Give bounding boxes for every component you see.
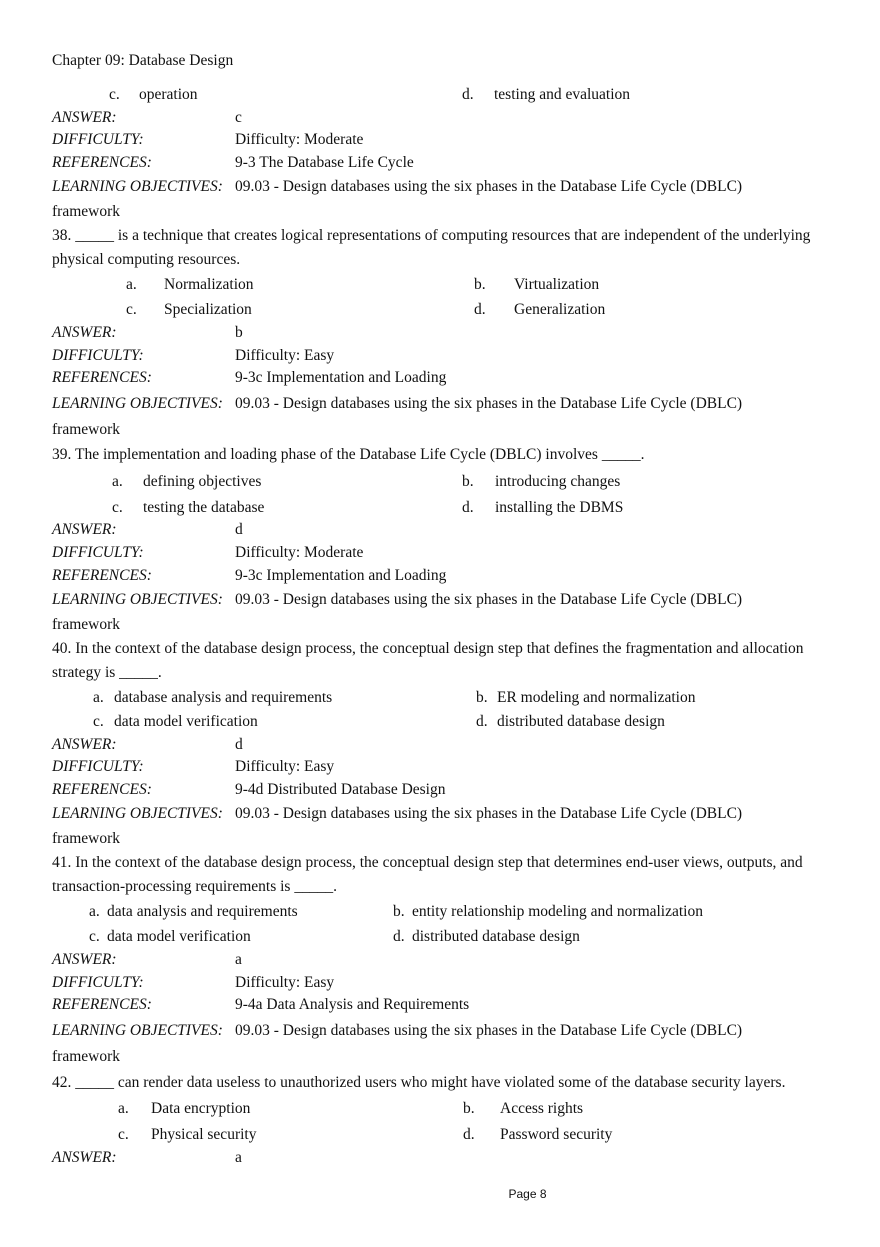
q40-answer: d (235, 736, 243, 753)
q37-objectives-label: LEARNING OBJECTIVES: (52, 178, 223, 195)
q41-question: 41. In the context of the database design process, the conceptual design step that determines end-user views, outputs, and transaction-processing requirements is _____. (52, 854, 803, 895)
q38-option-a: a. Normalization (126, 276, 254, 293)
q39-option-d: d. installing the DBMS (462, 499, 624, 516)
q40-framework: framework (52, 830, 120, 847)
q37-objective: 09.03 - Design databases using the six phases in the Database Life Cycle (DBLC) (235, 178, 743, 195)
q41-option-d: d. distributed database design (393, 928, 580, 945)
q39-references-label: REFERENCES: (52, 567, 152, 584)
q37-difficulty: Difficulty: Moderate (235, 131, 364, 148)
q38-objectives-label: LEARNING OBJECTIVES: (52, 395, 223, 412)
q42-question: 42. _____ can render data useless to unauthorized users who might have violated some of the database security layers. (52, 1074, 786, 1091)
page-footer (0, 1187, 880, 1201)
q39-difficulty: Difficulty: Moderate (235, 544, 364, 561)
q39-option-a: a. defining objectives (112, 473, 262, 490)
q39-objectives-label: LEARNING OBJECTIVES: (52, 591, 223, 608)
q38-option-d: d. Generalization (474, 301, 606, 318)
page-number: Page 8 (508, 1187, 547, 1201)
q42-answer-label: ANSWER: (52, 1149, 117, 1166)
q38-answer-label: ANSWER: (52, 324, 117, 341)
q40-objective: 09.03 - Design databases using the six phases in the Database Life Cycle (DBLC) (235, 805, 743, 822)
q40-objectives-label: LEARNING OBJECTIVES: (52, 805, 223, 822)
q40-answer-label: ANSWER: (52, 736, 117, 753)
q40-option-d: d. distributed database design (476, 713, 665, 730)
q38-objective: 09.03 - Design databases using the six phases in the Database Life Cycle (DBLC) (235, 395, 743, 412)
q37-option-c: c. operation (109, 86, 198, 103)
q42-option-a: a. Data encryption (118, 1100, 251, 1117)
q38-framework: framework (52, 421, 120, 438)
q41-difficulty-label: DIFFICULTY: (52, 974, 144, 991)
q38-question: 38. _____ is a technique that creates logical representations of computing resources that are independent of the underlying physical computing resources. (52, 227, 811, 268)
q40-option-c: c. data model verification (93, 713, 258, 730)
q41-option-a: a. data analysis and requirements (89, 903, 298, 920)
q42-option-d: d. Password security (463, 1126, 613, 1143)
q41-option-c: c. data model verification (89, 928, 251, 945)
q39-difficulty-label: DIFFICULTY: (52, 544, 144, 561)
q41-objectives-label: LEARNING OBJECTIVES: (52, 1022, 223, 1039)
q42-answer: a (235, 1149, 242, 1166)
q40-references: 9-4d Distributed Database Design (235, 781, 446, 798)
q38-option-c: c. Specialization (126, 301, 252, 318)
q37-framework: framework (52, 203, 120, 220)
q37-difficulty-label: DIFFICULTY: (52, 131, 144, 148)
q37-answer: c (235, 109, 242, 126)
q40-question: 40. In the context of the database design process, the conceptual design step that defines the fragmentation and allocation strategy is _____. (52, 640, 804, 681)
q37-references-label: REFERENCES: (52, 154, 152, 171)
q38-references-label: REFERENCES: (52, 369, 152, 386)
q37-answer-label: ANSWER: (52, 109, 117, 126)
q38-answer: b (235, 324, 243, 341)
q37-option-d: d. testing and evaluation (462, 86, 631, 103)
q38-difficulty: Difficulty: Easy (235, 347, 335, 364)
q41-references: 9-4a Data Analysis and Requirements (235, 996, 470, 1013)
q41-framework: framework (52, 1048, 120, 1065)
q41-answer-label: ANSWER: (52, 951, 117, 968)
q39-references: 9-3c Implementation and Loading (235, 567, 447, 584)
q40-option-a: a. database analysis and requirements (93, 689, 333, 706)
q40-references-label: REFERENCES: (52, 781, 152, 798)
q39-option-c: c. testing the database (112, 499, 265, 516)
q41-references-label: REFERENCES: (52, 996, 152, 1013)
q39-answer: d (235, 521, 243, 538)
q42-option-c: c. Physical security (118, 1126, 257, 1143)
q39-framework: framework (52, 616, 120, 633)
q39-option-b: b. introducing changes (462, 473, 621, 490)
q41-difficulty: Difficulty: Easy (235, 974, 335, 991)
q39-question: 39. The implementation and loading phase of the Database Life Cycle (DBLC) involves _____. (52, 446, 645, 463)
q40-option-b: b. ER modeling and normalization (476, 689, 696, 706)
q42-option-b: b. Access rights (463, 1100, 584, 1117)
q41-answer: a (235, 951, 242, 968)
q37-references: 9-3 The Database Life Cycle (235, 154, 414, 171)
q38-option-b: b. Virtualization (474, 276, 600, 293)
q41-objective: 09.03 - Design databases using the six phases in the Database Life Cycle (DBLC) (235, 1022, 743, 1039)
q40-difficulty-label: DIFFICULTY: (52, 758, 144, 775)
q38-references: 9-3c Implementation and Loading (235, 369, 447, 386)
q40-difficulty: Difficulty: Easy (235, 758, 335, 775)
q39-objective: 09.03 - Design databases using the six phases in the Database Life Cycle (DBLC) (235, 591, 743, 608)
q38-difficulty-label: DIFFICULTY: (52, 347, 144, 364)
q41-option-b: b. entity relationship modeling and normalization (393, 903, 703, 920)
q39-answer-label: ANSWER: (52, 521, 117, 538)
chapter-header: Chapter 09: Database Design (52, 52, 234, 69)
